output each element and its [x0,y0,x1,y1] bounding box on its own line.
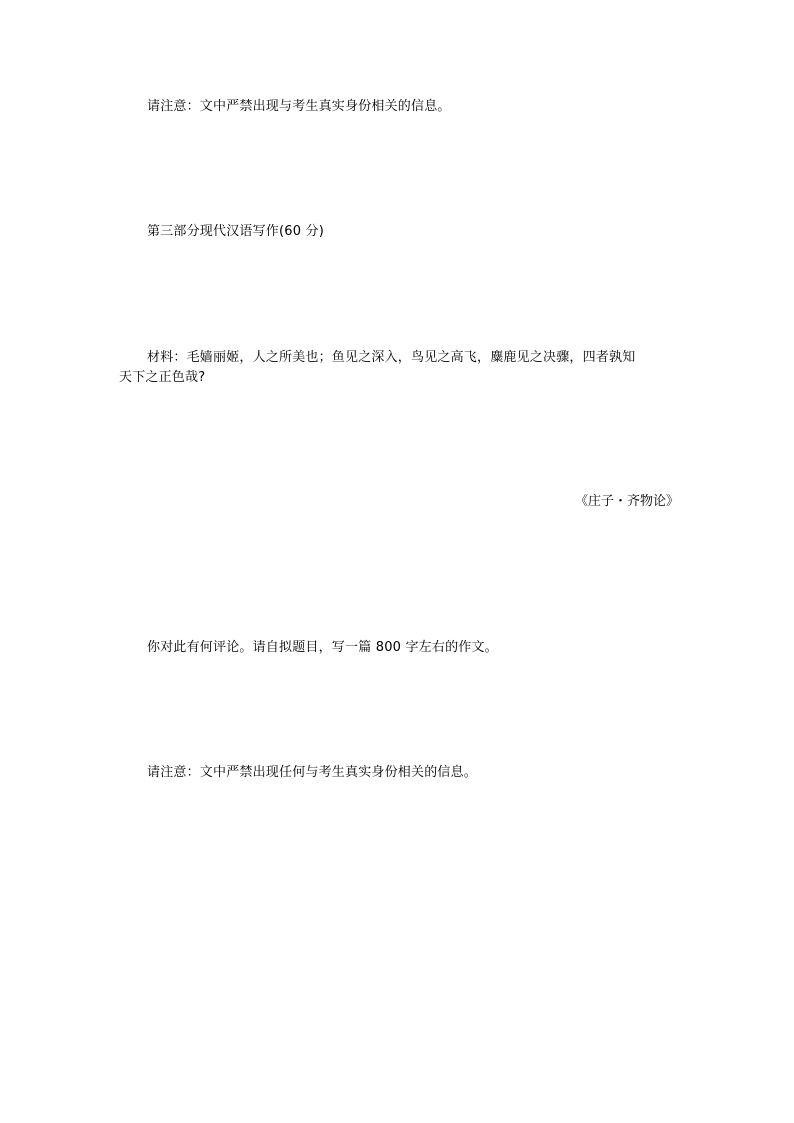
essay-prompt: 你对此有何评论。请自拟题目，写一篇 800 字左右的作文。 [147,640,498,655]
material-paragraph [119,348,679,388]
material-line-2: 天下之正色哉? [119,370,206,385]
source-citation: 《庄子・齐物论》 [574,494,679,509]
notice-text-2: 请注意：文中严禁出现任何与考生真实身份相关的信息。 [147,765,478,780]
section-title: 第三部分现代汉语写作(60 分) [147,224,325,239]
notice-text-1: 请注意：文中严禁出现与考生真实身份相关的信息。 [147,99,451,114]
material-line-1: 材料：毛嫱丽姬，人之所美也；鱼见之深入，鸟见之高飞，麋鹿见之决骤，四者孰知 [147,350,636,365]
